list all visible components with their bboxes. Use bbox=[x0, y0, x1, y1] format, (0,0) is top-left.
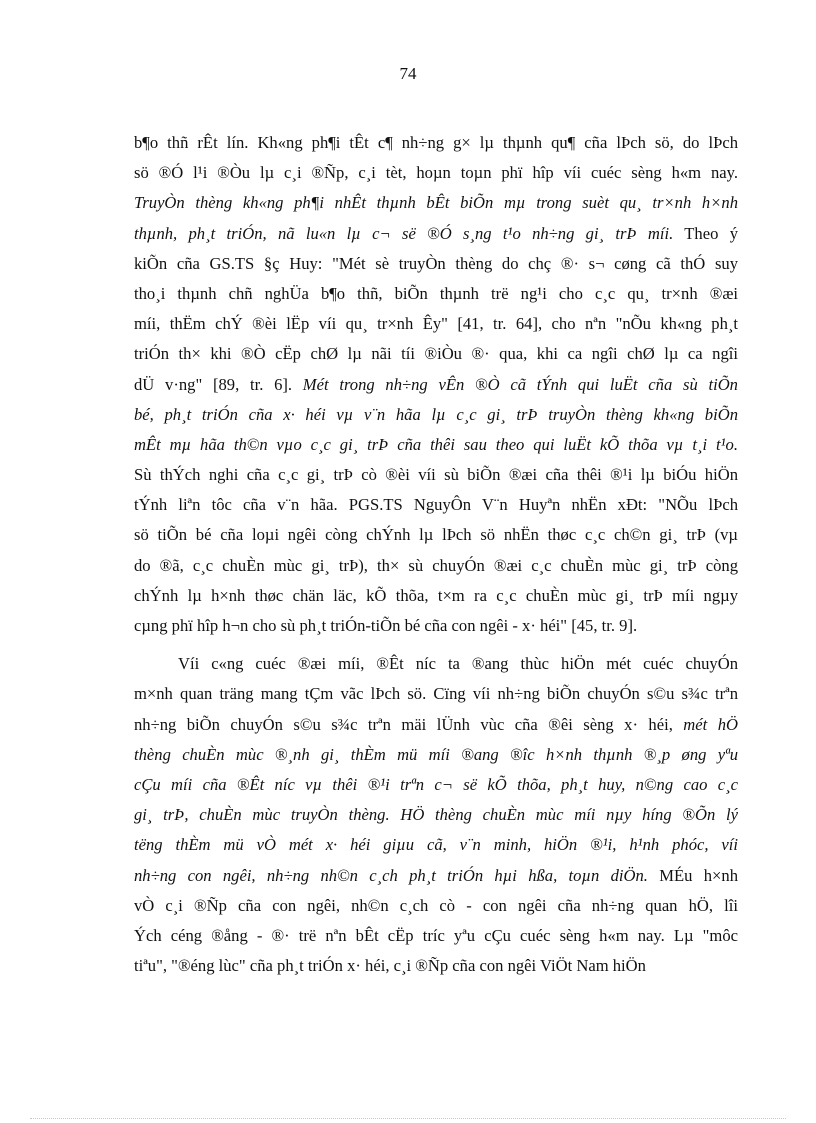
text-line bbox=[134, 581, 738, 611]
regular-text: míi, thËm chÝ ®èi lËp víi qu¸ tr×nh Êy" [41, tr. 64], cho nªn "nÕu kh«ng ph¸t bbox=[134, 314, 738, 334]
text-line bbox=[134, 520, 738, 550]
regular-text: Sù thÝch nghi cña c¸c gi¸ trÞ cò ®èi víi sù biÕn ®æi cña thêi ®¹i lµ biÓu hiÖn bbox=[134, 465, 738, 485]
text-line bbox=[134, 370, 738, 400]
text-line bbox=[134, 861, 738, 891]
italic-text: thèng chuÈn mùc ®¸nh gi¸ thÈm mü míi ®ang ®îc h×nh thµnh ®¸p øng yªu bbox=[134, 744, 738, 764]
page-number: 74 bbox=[399, 64, 417, 83]
text-line bbox=[134, 951, 738, 981]
text-line bbox=[134, 430, 738, 460]
body-text bbox=[134, 128, 738, 981]
regular-text: tÝnh liªn tôc cña v¨n hãa. PGS.TS NguyÔn V¨n Huyªn nhËn xÐt: "NÕu lÞch bbox=[134, 495, 738, 515]
italic-text: mÊt mµ hãa th©n vµo c¸c gi¸ trÞ cña thêi sau theo qui luËt kÕ thõa vµ t¸i t¹o. bbox=[134, 434, 738, 454]
paragraph bbox=[134, 649, 738, 981]
italic-text: Mét trong nh÷ng vÊn ®Ò cã tÝnh qui luËt cña sù tiÕn bbox=[292, 374, 738, 394]
italic-text: gi¸ trÞ, chuÈn mùc truyÒn thèng. HÖ thèng chuÈn mùc míi nµy híng ®Õn lý bbox=[134, 805, 738, 825]
regular-text: nh÷ng biÕn chuyÓn s©u s¾c trªn mäi lÜnh vùc cña ®êi sèng x· héi, bbox=[134, 714, 673, 734]
italic-text: nh÷ng con ngêi, nh÷ng nh©n c¸ch ph¸t triÓn hµi hßa, toµn diÖn. bbox=[134, 865, 648, 885]
italic-text: cÇu míi cña ®Êt níc vµ thêi ®¹i trªn c¬ së kÕ thõa, ph¸t huy, n©ng cao c¸c bbox=[134, 774, 738, 794]
text-line bbox=[134, 800, 738, 830]
text-line bbox=[134, 339, 738, 369]
text-line bbox=[134, 649, 738, 679]
regular-text: vÒ c¸i ®Ñp cña con ngêi, nh©n c¸ch cò - con ngêi cña nh÷ng quan hÖ, lîi bbox=[134, 895, 738, 915]
text-line bbox=[134, 611, 738, 641]
text-line bbox=[134, 490, 738, 520]
text-line bbox=[134, 740, 738, 770]
italic-text: mét hÖ bbox=[672, 714, 738, 734]
regular-text: triÓn th× khi ®Ò cËp chØ lµ nãi tíi ®iÒu ®· qua, khi ca ngîi chØ lµ ca ngîi bbox=[134, 344, 738, 364]
regular-text: kiÕn cña GS.TS §ç Huy: "Mét sè truyÒn thèng do chç ®· s¬ cøng cã thÓ suy bbox=[134, 253, 738, 273]
paragraph bbox=[134, 128, 738, 641]
text-line bbox=[134, 188, 738, 218]
italic-text: TruyÒn thèng kh«ng ph¶i nhÊt thµnh bÊt biÕn mµ trong suèt qu¸ tr×nh h×nh bbox=[134, 193, 738, 213]
regular-text: MÉu h×nh bbox=[647, 865, 738, 885]
text-line bbox=[134, 830, 738, 860]
text-line bbox=[134, 158, 738, 188]
page-bottom-rule bbox=[30, 1118, 786, 1119]
text-line bbox=[134, 891, 738, 921]
text-line bbox=[134, 679, 738, 709]
regular-text: tiªu", "®éng lùc" cña ph¸t triÓn x· héi, c¸i ®Ñp cña con ngêi ViÖt Nam hiÖn bbox=[134, 956, 646, 976]
text-line bbox=[134, 128, 738, 158]
regular-text: b¶o thñ rÊt lín. Kh«ng ph¶i tÊt c¶ nh÷ng g× lµ thµnh qu¶ cña lÞch sö, do lÞch bbox=[134, 133, 738, 152]
text-line bbox=[134, 309, 738, 339]
text-line bbox=[134, 710, 738, 740]
regular-text: cµng phï hîp h¬n cho sù ph¸t triÓn-tiÕn bé cña con ngêi - x· héi" [45, tr. 9]. bbox=[134, 616, 638, 635]
italic-text: thµnh, ph¸t triÓn, nã lu«n lµ c¬ së ®Ó s¸ng t¹o nh÷ng gi¸ trÞ míi. bbox=[134, 223, 674, 243]
text-line bbox=[134, 219, 738, 249]
regular-text: chÝnh lµ h×nh thøc chän läc, kÕ thõa, t×m ra c¸c chuÈn mùc gi¸ trÞ míi ngµy bbox=[134, 585, 738, 605]
regular-text: Theo ý bbox=[673, 223, 738, 243]
regular-text: m×nh quan träng mang tÇm vãc lÞch sö. Cïng víi nh÷ng biÕn chuyÓn s©u s¾c trªn bbox=[134, 684, 738, 704]
text-line bbox=[134, 279, 738, 309]
italic-text: bé, ph¸t triÓn cña x· héi vµ v¨n hãa lµ c¸c gi¸ trÞ truyÒn thèng kh«ng biÕn bbox=[134, 404, 738, 424]
text-line bbox=[134, 551, 738, 581]
regular-text: Víi c«ng cuéc ®æi míi, ®Êt níc ta ®ang thùc hiÖn mét cuéc chuyÓn bbox=[178, 654, 738, 674]
text-line bbox=[134, 400, 738, 430]
text-line bbox=[134, 770, 738, 800]
text-line bbox=[134, 249, 738, 279]
regular-text: sö ®Ó l¹i ®Òu lµ c¸i ®Ñp, c¸i tèt, hoµn toµn phï hîp víi cuéc sèng h«m nay. bbox=[134, 163, 738, 183]
regular-text: Ých céng ®ång - ®· trë nªn bÊt cËp tríc yªu cÇu cuéc sèng h«m nay. Lµ "môc bbox=[134, 925, 738, 945]
italic-text: tëng thÈm mü vÒ mét x· héi giµu cã, v¨n minh, hiÖn ®¹i, h¹nh phóc, víi bbox=[134, 835, 738, 855]
regular-text: do ®ã, c¸c chuÈn mùc gi¸ trÞ), th× sù chuyÓn ®æi c¸c chuÈn mùc gi¸ trÞ còng bbox=[134, 555, 738, 575]
regular-text: dÜ v·ng" [89, tr. 6]. bbox=[134, 374, 293, 394]
text-line bbox=[134, 460, 738, 490]
text-line bbox=[134, 921, 738, 951]
regular-text: sö tiÕn bé cña loµi ngêi còng chÝnh lµ lÞch sö nhËn thøc c¸c ch©n gi¸ trÞ (vµ bbox=[134, 525, 738, 545]
regular-text: tho¸i thµnh chñ nghÜa b¶o thñ, biÕn thµnh trë ng¹i cho c¸c qu¸ tr×nh ®æi bbox=[134, 283, 738, 303]
